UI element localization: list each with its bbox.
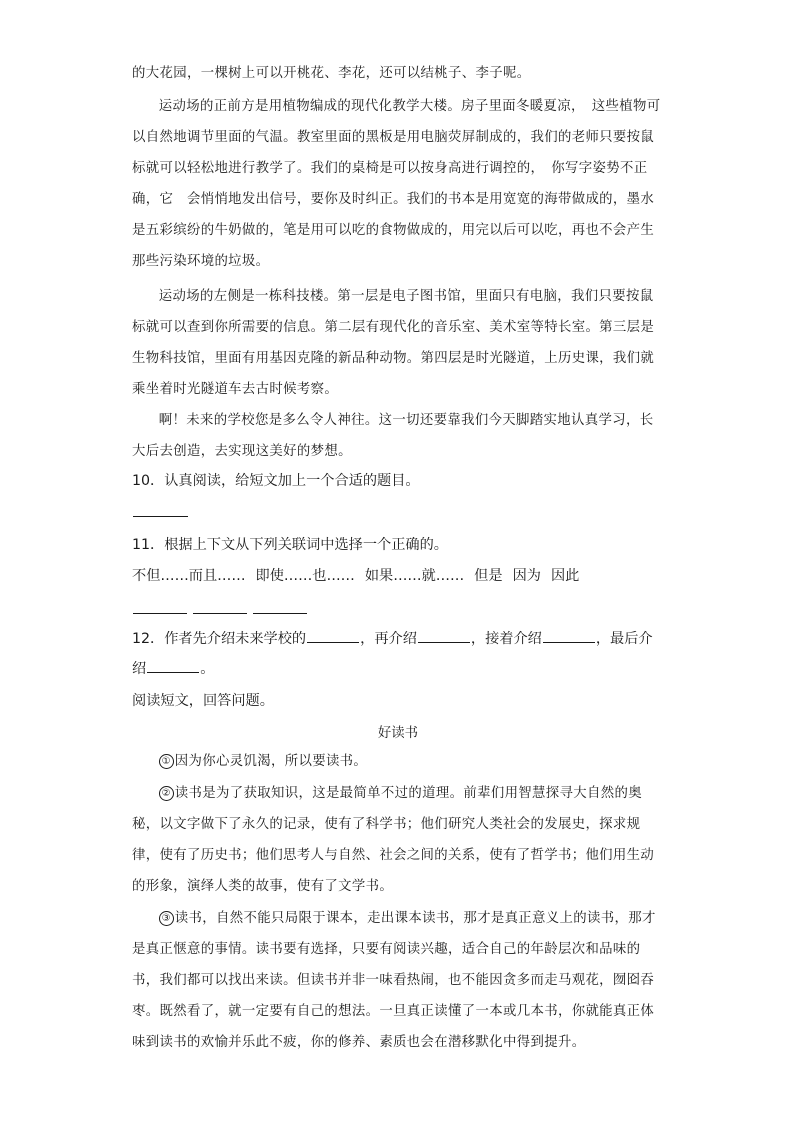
passage-title: 好读书 <box>377 726 419 741</box>
paragraph-marker-2: ② <box>159 786 174 801</box>
question-10: 10．认真阅读，给短文加上一个合适的题目。 <box>132 473 420 489</box>
answer-blank-q12-1[interactable] <box>307 628 359 643</box>
paragraph-marker-3: ③ <box>159 911 174 926</box>
passage2-paragraph-2: ② 读书是为了获取知识，这是最简单不过的道理。前辈们用智慧探寻大自然的奥秘，以文字做下了永久的记录，使有了科学书；他们研究人类社会的发展史，探求规律，使有了历史书；他们思考人与自然、社会之间的关系，使有了哲学书；他们用生动的形象，演绎人类的故事，使有了文学书。 <box>132 786 655 894</box>
option-yinwei: 因为 <box>512 568 541 584</box>
answer-blank-q11-3[interactable] <box>253 599 307 614</box>
paragraph-marker-1: ① <box>159 754 174 769</box>
option-yinci: 因此 <box>550 568 580 584</box>
option-budan-erqie: 不但……而且…… <box>132 568 246 584</box>
option-danshi: 但是 <box>474 568 503 584</box>
passage2-paragraph-3: ③ 读书，自然不能只局限于课本，走出课本读书，那才是真正意义上的读书，那才是真正惬意的事情。读书要有选择，只要有阅读兴趣，适合自己的年龄层次和品味的书，我们都可以找出来读。但读书并非一味看热闹，也不能因贪多而走马观花，囫囵吞枣。既然看了，就一定要有自己的想法。一旦真正读懂了一本或几本书，你就能真正体味到读书的欢愉并乐此不疲，你的修养、素质也会在潜移默化中得到提升。 <box>132 911 656 1050</box>
passage-paragraph-science-building: 运动场的左侧是一栋科技楼。第一层是电子图书馆，里面只有电脑，我们只要按鼠标就可以查到你所需要的信息。第二层有现代化的音乐室、美术室等特长室。第三层是生物科技馆，里面有用基因克隆的新品种动物。第四层是时光隧道，上历史课，我们就乘坐着时光隧道车去古时候考察。 <box>132 289 655 397</box>
reading-instruction: 阅读短文，回答问题。 <box>132 693 274 709</box>
question-11: 11．根据上下文从下列关联词中选择一个正确的。 <box>132 537 448 553</box>
passage-paragraph-continued: 的大花园，一棵树上可以开桃花、李花，还可以结桃子、李子呢。 <box>132 66 531 81</box>
answer-blank-q11-2[interactable] <box>193 599 247 614</box>
answer-blank-q12-3[interactable] <box>543 628 595 643</box>
passage-paragraph-conclusion: 啊！未来的学校您是多么令人神往。这一切还要靠我们今天脚踏实地认真学习，长大后去创造，去实现这美好的梦想。 <box>132 413 654 459</box>
answer-blanks-q11 <box>132 599 312 618</box>
option-ruguo-jiu: 如果……就…… <box>364 568 465 584</box>
connective-options <box>132 561 672 591</box>
answer-blank-q12-2[interactable] <box>418 628 470 643</box>
answer-blank-q12-4[interactable] <box>147 658 199 673</box>
option-jishi-ye: 即使……也…… <box>255 568 355 584</box>
answer-blank-q11-1[interactable] <box>133 599 187 614</box>
passage2-paragraph-1: ① 因为你心灵饥渴，所以要读书。 <box>132 746 664 777</box>
question-12: 12．作者先介绍未来学校的 ，再介绍 ，接着介绍 ，最后介 绍 。 <box>132 624 672 684</box>
answer-blank-q10[interactable] <box>132 504 189 517</box>
passage-paragraph-teaching-building: 运动场的正前方是用植物编成的现代化教学大楼。房子里面冬暖夏凉， 这些植物可以自然地调节里面的气温。教室里面的黑板是用电脑荧屏制成的，我们的老师只要按鼠标就可以轻松地进行教学了。我们的桌椅是可以按身高进行调控的， 你写字姿势不正确，它 会悄悄地发出信号，要你及时纠正。我们的书本是用宽宽的海带做成的，墨水是五彩缤纷的牛奶做的，笔是用可以吃的食物做成的，用完以后可以吃，再也不会产生那些污染环境的垃圾。 <box>132 99 661 269</box>
